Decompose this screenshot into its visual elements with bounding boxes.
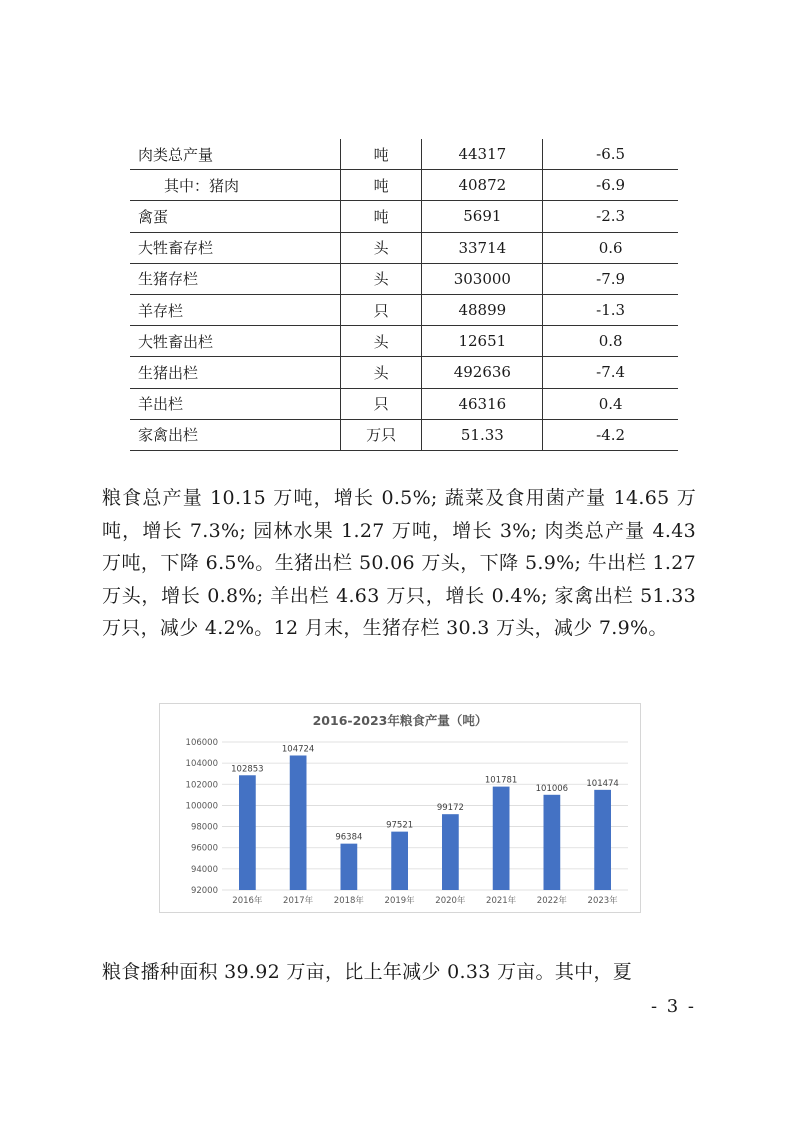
row-name-cell: 大牲畜存栏 — [130, 232, 340, 263]
row-unit-cell: 吨 — [340, 139, 422, 170]
row-change-cell: -6.5 — [543, 139, 678, 170]
bar — [544, 795, 561, 890]
y-tick-label: 106000 — [185, 738, 218, 748]
y-tick-label: 94000 — [190, 864, 218, 875]
bar — [442, 814, 459, 890]
row-unit-cell: 只 — [340, 294, 422, 325]
y-tick-label: 92000 — [190, 886, 218, 896]
y-tick-label: 104000 — [185, 759, 218, 770]
row-value-cell: 51.33 — [422, 419, 543, 450]
row-value-cell: 12651 — [422, 326, 543, 357]
page-number: - 3 - — [650, 996, 696, 1017]
table-row — [130, 357, 678, 388]
row-value-cell: 5691 — [422, 201, 543, 232]
y-tick-label: 102000 — [185, 780, 218, 791]
row-value-cell: 492636 — [422, 357, 543, 388]
bar-value-label: 99172 — [436, 803, 464, 814]
bar-value-label: 101781 — [484, 775, 518, 786]
bar-value-label: 104724 — [281, 744, 315, 755]
row-name-cell: 禽蛋 — [130, 201, 340, 232]
row-value-cell: 44317 — [422, 139, 543, 170]
table-row — [130, 263, 678, 294]
row-value-cell: 303000 — [422, 263, 543, 294]
row-unit-cell: 头 — [340, 232, 422, 263]
x-tick-label: 2017年 — [283, 896, 314, 906]
x-tick-label: 2019年 — [384, 896, 415, 906]
row-change-cell: 0.8 — [543, 326, 678, 357]
row-unit-cell: 万只 — [340, 419, 422, 450]
row-change-cell: 0.4 — [543, 388, 678, 419]
bar — [239, 775, 256, 890]
row-change-cell: -4.2 — [543, 419, 678, 450]
row-change-cell: -6.9 — [543, 170, 678, 201]
y-tick-label: 96000 — [190, 843, 218, 854]
livestock-stats-table — [130, 139, 678, 451]
grain-output-chart — [159, 703, 641, 913]
row-name-cell: 肉类总产量 — [130, 139, 340, 170]
row-value-cell: 48899 — [422, 294, 543, 325]
row-unit-cell: 吨 — [340, 201, 422, 232]
table-row — [130, 326, 678, 357]
row-name-cell: 大牲畜出栏 — [130, 326, 340, 357]
x-tick-label: 2016年 — [232, 896, 263, 906]
sown-area-paragraph: 粮食播种面积 39.92 万亩，比上年减少 0.33 万亩。其中，夏 — [102, 961, 633, 983]
row-unit-cell: 吨 — [340, 170, 422, 201]
row-change-cell: -7.9 — [543, 263, 678, 294]
row-name-cell: 羊存栏 — [130, 294, 340, 325]
y-tick-label: 100000 — [185, 801, 218, 812]
y-tick-label: 98000 — [190, 822, 218, 833]
x-tick-label: 2018年 — [333, 896, 364, 906]
row-name-cell: 其中：猪肉 — [130, 170, 340, 201]
bar — [341, 844, 358, 890]
bar — [391, 832, 408, 890]
row-name-cell: 生猪存栏 — [130, 263, 340, 294]
bar — [594, 790, 611, 890]
table-row — [130, 201, 678, 232]
row-name-cell: 羊出栏 — [130, 388, 340, 419]
chart-title: 2016-2023年粮食产量（吨） — [312, 713, 488, 728]
row-value-cell: 46316 — [422, 388, 543, 419]
x-tick-label: 2023年 — [587, 896, 618, 906]
row-name-cell: 生猪出栏 — [130, 357, 340, 388]
bar-value-label: 101474 — [586, 778, 619, 789]
summary-paragraph: 粮食总产量 10.15 万吨，增长 0.5%; 蔬菜及食用菌产量 14.65 万吨，增长 7.3%; 园林水果 1.27 万吨，增长 3%; 肉类总产量 4.43 万吨，下降 6.5%。生猪出栏 50.06 万头，下降 5.9%; 牛出栏 1.27 万头，增长 0.8%; 羊出栏 4.63 万只，增长 0.4%; 家禽出栏 51.33 万只，减少 4.2%。12 月末，生猪存栏 30.3 万头，减少 7.9%。 — [102, 487, 696, 639]
table-row — [130, 388, 678, 419]
row-change-cell: -7.4 — [543, 357, 678, 388]
bar-value-label: 102853 — [231, 764, 264, 775]
row-unit-cell: 头 — [340, 326, 422, 357]
bar — [493, 787, 510, 890]
row-change-cell: -2.3 — [543, 201, 678, 232]
row-value-cell: 33714 — [422, 232, 543, 263]
table-row — [130, 294, 678, 325]
x-tick-label: 2021年 — [486, 896, 517, 906]
table-row — [130, 139, 678, 170]
table-row — [130, 170, 678, 201]
row-unit-cell: 头 — [340, 357, 422, 388]
row-change-cell: 0.6 — [543, 232, 678, 263]
row-unit-cell: 头 — [340, 263, 422, 294]
x-tick-label: 2020年 — [435, 896, 466, 906]
x-tick-label: 2022年 — [536, 896, 567, 906]
row-unit-cell: 只 — [340, 388, 422, 419]
bar-value-label: 97521 — [386, 820, 414, 831]
bar-value-label: 96384 — [335, 832, 363, 843]
row-value-cell: 40872 — [422, 170, 543, 201]
bar — [290, 755, 307, 890]
chart-canvas — [160, 704, 640, 912]
row-name-cell: 家禽出栏 — [130, 419, 340, 450]
bar-value-label: 101006 — [535, 783, 569, 794]
table-row — [130, 419, 678, 450]
row-change-cell: -1.3 — [543, 294, 678, 325]
table-row — [130, 232, 678, 263]
